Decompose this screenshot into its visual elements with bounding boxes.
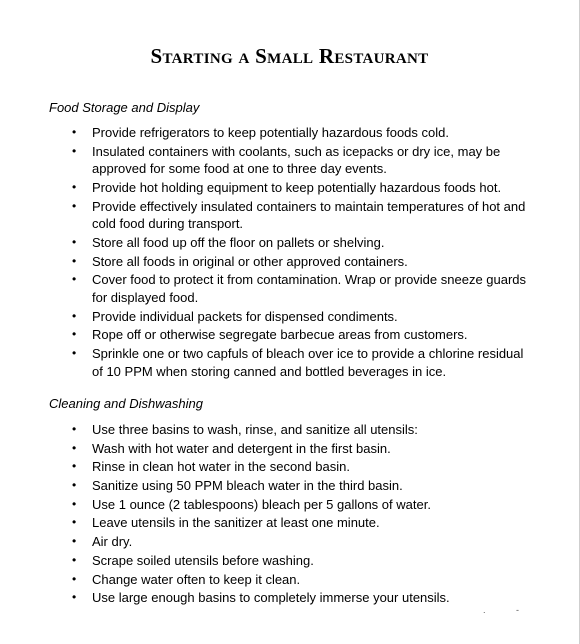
list-item bbox=[72, 571, 528, 589]
list-item-text: Sprinkle one or two capfuls of bleach over ice to provide a chlorine residual of 10 PPM when storing canned and bottled beverages in ice. bbox=[92, 345, 524, 379]
list-item bbox=[72, 143, 528, 178]
list-item-text: Sanitize using 50 PPM bleach water in the third basin. bbox=[92, 478, 403, 494]
trailing-marks: . - bbox=[483, 605, 533, 615]
bullet-icon: • bbox=[72, 253, 77, 268]
bullet-icon: • bbox=[72, 345, 77, 360]
list-item-text: Rope off or otherwise segregate barbecue areas from customers. bbox=[92, 327, 468, 343]
bullet-icon: • bbox=[72, 308, 77, 323]
list-item bbox=[72, 477, 528, 495]
bullet-icon: • bbox=[72, 515, 77, 530]
bullet-icon: • bbox=[72, 125, 77, 139]
list-item bbox=[72, 552, 528, 570]
list-item bbox=[72, 345, 528, 380]
list-item bbox=[72, 179, 528, 197]
list-item-text: Provide refrigerators to keep potentially hazardous foods cold. bbox=[92, 125, 449, 140]
list-item-text: Change water often to keep it clean. bbox=[92, 571, 301, 587]
section-heading-cleaning: Cleaning and Dishwashing bbox=[49, 396, 203, 411]
bullet-icon: • bbox=[72, 440, 77, 455]
list-item bbox=[72, 440, 528, 458]
list-item-text: Air dry. bbox=[92, 534, 133, 550]
bullet-icon: • bbox=[72, 590, 77, 605]
bullet-icon: • bbox=[72, 478, 77, 493]
list-item bbox=[72, 533, 528, 551]
list-item-text: Store all foods in original or other approved containers. bbox=[92, 253, 408, 269]
list-item bbox=[72, 496, 528, 514]
list-item bbox=[72, 271, 528, 306]
bullet-icon: • bbox=[72, 534, 77, 549]
food-storage-list bbox=[72, 124, 528, 381]
list-item-text: Wash with hot water and detergent in the first basin. bbox=[92, 440, 391, 456]
list-item bbox=[72, 589, 528, 607]
cleaning-list bbox=[72, 421, 528, 608]
page-title: Starting a Small Restaurant bbox=[150, 44, 429, 68]
list-item-text: Insulated containers with coolants, such as icepacks or dry ice, may be approved for some food at one to three day events. bbox=[92, 143, 501, 177]
bullet-icon: • bbox=[72, 272, 77, 287]
bullet-icon: • bbox=[72, 327, 77, 342]
bullet-icon: • bbox=[72, 571, 77, 586]
list-item-text: Leave utensils in the sanitizer at least one minute. bbox=[92, 515, 380, 531]
bullet-icon: • bbox=[72, 496, 77, 511]
list-item-text: Cover food to protect it from contamination. Wrap or provide sneeze guards for displayed food. bbox=[92, 272, 527, 305]
list-item-text: Store all food up off the floor on pallets or shelving. bbox=[92, 234, 385, 250]
list-item bbox=[72, 124, 528, 142]
list-item bbox=[72, 198, 528, 233]
list-item-text: Provide individual packets for dispensed condiments. bbox=[92, 308, 398, 324]
list-item bbox=[72, 308, 528, 326]
list-item-text: Use 1 ounce (2 tablespoons) bleach per 5 gallons of water. bbox=[92, 496, 431, 512]
list-item-text: Provide hot holding equipment to keep potentially hazardous foods hot. bbox=[92, 179, 502, 195]
list-item bbox=[72, 421, 528, 439]
bullet-icon: • bbox=[72, 552, 77, 567]
bullet-icon: • bbox=[72, 459, 77, 474]
bullet-icon: • bbox=[72, 198, 77, 213]
list-item bbox=[72, 458, 528, 476]
list-item bbox=[72, 326, 528, 344]
list-item bbox=[72, 253, 528, 271]
list-item-text: Provide effectively insulated containers to maintain temperatures of hot and cold food during transport. bbox=[92, 198, 526, 232]
list-item-text: Rinse in clean hot water in the second basin. bbox=[92, 459, 350, 475]
list-item-text: Scrape soiled utensils before washing. bbox=[92, 552, 314, 568]
bullet-icon: • bbox=[72, 234, 77, 249]
list-item bbox=[72, 234, 528, 252]
list-item-text: Use large enough basins to completely immerse your utensils. bbox=[92, 590, 450, 606]
list-item bbox=[72, 514, 528, 532]
bullet-icon: • bbox=[72, 143, 77, 158]
bullet-icon: • bbox=[72, 179, 77, 194]
bullet-icon: • bbox=[72, 422, 77, 436]
section-heading-food-storage: Food Storage and Display bbox=[49, 100, 200, 115]
list-item-text: Use three basins to wash, rinse, and sanitize all utensils: bbox=[92, 422, 418, 437]
